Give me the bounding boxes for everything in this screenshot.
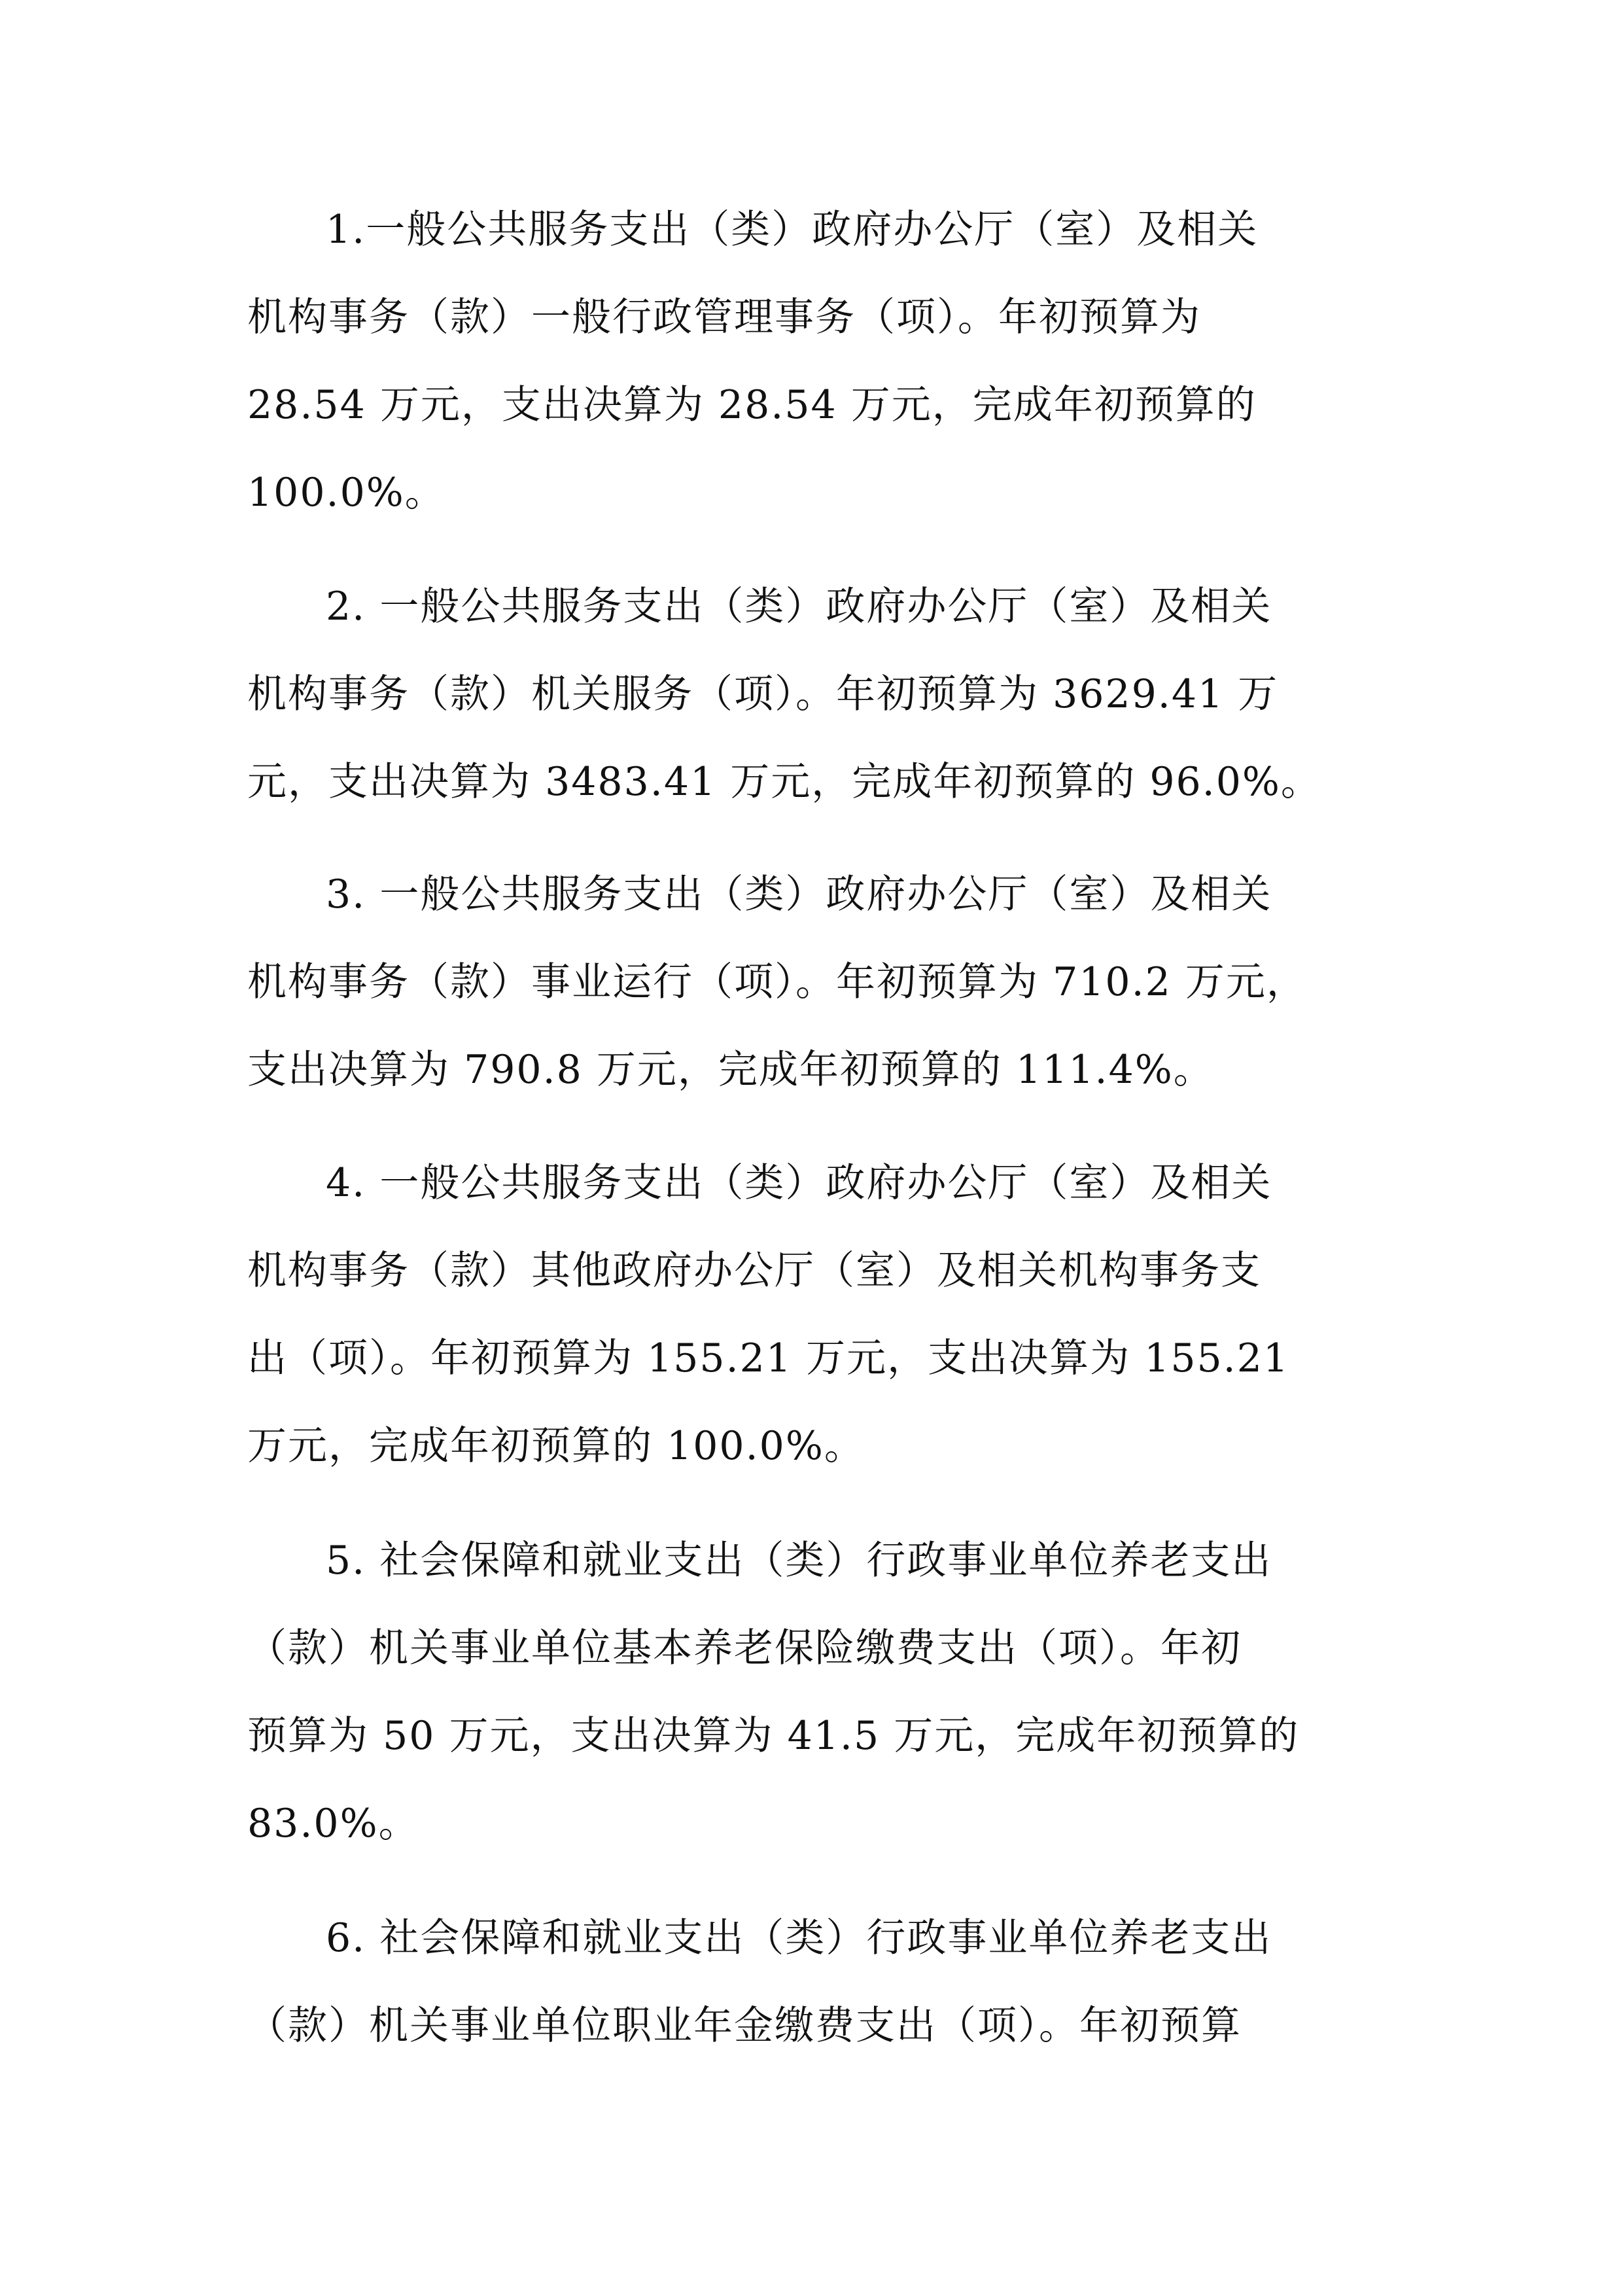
paragraph-line: 元，支出决算为 3483.41 万元，完成年初预算的 96.0%。: [247, 759, 1321, 805]
paragraph-item-1: [247, 186, 1425, 537]
paragraph-item-3: [247, 851, 1425, 1114]
paragraph-item-6: [247, 1894, 1425, 2070]
paragraph-line: 机构事务（款）一般行政管理事务（项）。年初预算为: [247, 294, 1201, 340]
paragraph-line: （款）机关事业单位职业年金缴费支出（项）。年初预算: [247, 2003, 1242, 2049]
paragraph-line: 5. 社会保障和就业支出（类）行政事业单位养老支出: [326, 1538, 1272, 1583]
paragraph-line: 预算为 50 万元，支出决算为 41.5 万元，完成年初预算的: [247, 1713, 1300, 1759]
paragraph-line: 4. 一般公共服务支出（类）政府办公厅（室）及相关: [326, 1160, 1272, 1206]
paragraph-line: 出（项）。年初预算为 155.21 万元，支出决算为 155.21: [247, 1335, 1290, 1381]
paragraph-line: 100.0%。: [247, 470, 445, 516]
paragraph-line: 机构事务（款）其他政府办公厅（室）及相关机构事务支: [247, 1248, 1261, 1294]
paragraph-line: 机构事务（款）机关服务（项）。年初预算为 3629.41 万: [247, 671, 1279, 717]
paragraph-line: 机构事务（款）事业运行（项）。年初预算为 710.2 万元，: [247, 959, 1307, 1005]
paragraph-line: （款）机关事业单位基本养老保险缴费支出（项）。年初: [247, 1625, 1242, 1671]
paragraph-line: 83.0%。: [247, 1801, 419, 1846]
paragraph-item-5: [247, 1517, 1425, 1867]
paragraph-item-2: [247, 563, 1425, 826]
paragraph-line: 28.54 万元，支出决算为 28.54 万元，完成年初预算的: [247, 382, 1257, 428]
paragraph-item-4: [247, 1139, 1425, 1490]
paragraph-line: 3. 一般公共服务支出（类）政府办公厅（室）及相关: [326, 872, 1272, 917]
paragraph-line: 1.一般公共服务支出（类）政府办公厅（室）及相关: [326, 207, 1259, 253]
paragraph-line: 万元，完成年初预算的 100.0%。: [247, 1423, 865, 1469]
paragraph-line: 2. 一般公共服务支出（类）政府办公厅（室）及相关: [326, 584, 1272, 629]
paragraph-line: 6. 社会保障和就业支出（类）行政事业单位养老支出: [326, 1915, 1272, 1961]
paragraph-line: 支出决算为 790.8 万元，完成年初预算的 111.4%。: [247, 1047, 1214, 1093]
